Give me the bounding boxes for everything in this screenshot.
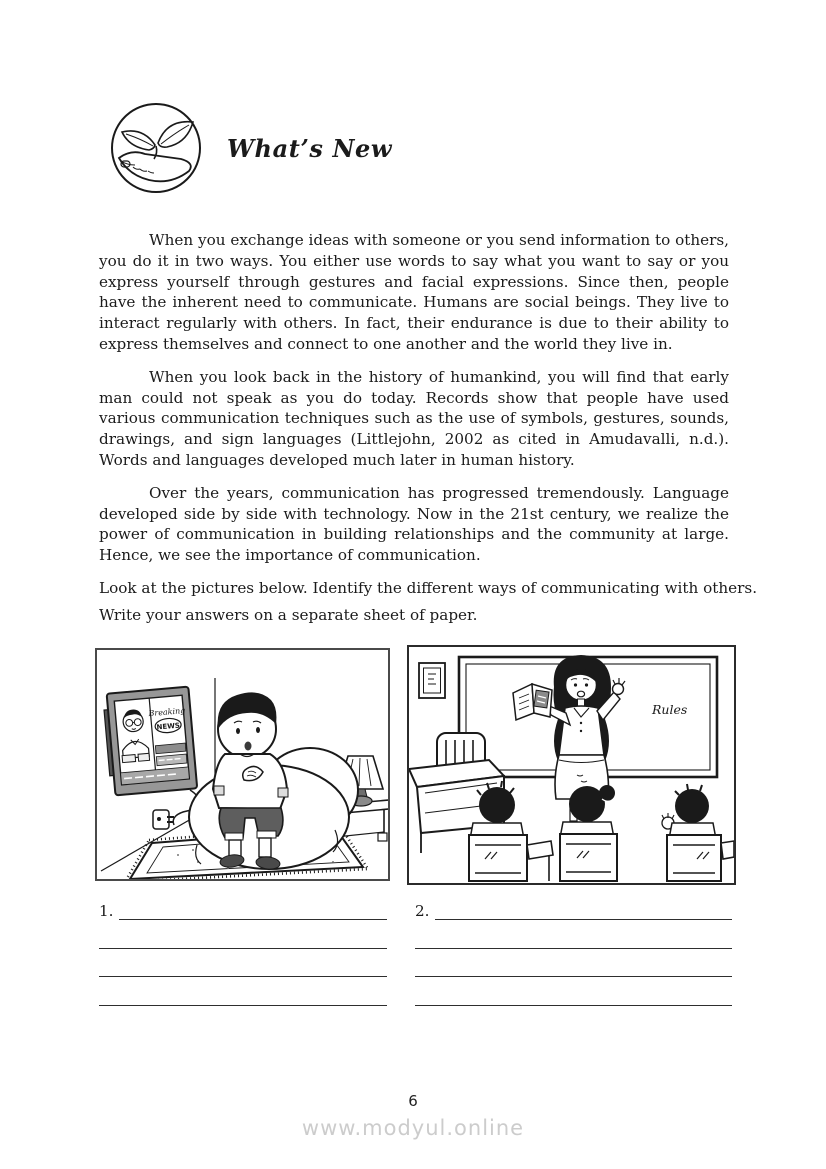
instruction-line-2: Write your answers on a separate sheet of paper. (99, 605, 478, 624)
answer-line (119, 902, 388, 920)
page-number: 6 (408, 1092, 418, 1110)
wall-picture-icon (419, 663, 445, 698)
student-icon (469, 781, 553, 881)
body-text (99, 230, 758, 626)
wall-outlet-icon (153, 810, 169, 829)
page-title: What’s New (227, 134, 393, 163)
student-icon (662, 784, 734, 881)
paragraph-1: When you exchange ideas with someone or you send information to others, you do it in two ways. You either use words to say what you want to say or you express yourself through gestures and facial expressions. Since then, people have the inherent need to communicate. Humans are social beings. They live to interact regularly with others. In fact, their endurance is due to their ability to express themselves and connect to one another and the world they live in. (99, 231, 729, 353)
answer-line (99, 920, 387, 949)
paragraph-3: Over the years, communication has progressed tremendously. Language developed side by side with technology. Now in the 21st century, we realize the power of communication in building relationships and the community at large. Hence, we see the importance of communication. (99, 483, 729, 565)
paragraph-2: When you look back in the history of humankind, you will find that early man could not speak as you do today. Records show that people have used various communication techniques such as the use of symbols, gestures, sounds, drawings, and sign languages (Littlejohn, 2002 as cited in Amudavalli, n.d.). Words and languages developed much later in human history. (99, 367, 729, 469)
watermark-url: www.modyul.online (301, 1116, 525, 1140)
answer-blank-2 (415, 901, 732, 1006)
answer-line (415, 977, 732, 1006)
answer-line (99, 977, 387, 1006)
answer-number: 2. (415, 902, 430, 920)
answer-line (415, 920, 732, 949)
instruction-line-1: Look at the pictures below. Identify the different ways of communicating with others. (99, 578, 758, 597)
tv-icon (103, 687, 198, 796)
answer-blank-1 (99, 901, 387, 1006)
board-text-rules: Rules (652, 702, 688, 717)
tv-text-breaking: Breaking (148, 705, 186, 719)
figure-teacher-classroom (407, 645, 736, 885)
figure-boy-watching-tv (95, 648, 390, 881)
answer-line (415, 949, 732, 978)
answer-number: 1. (99, 902, 114, 920)
tv-text-news: NEWS (156, 721, 181, 732)
answer-line (435, 902, 733, 920)
hand-holding-plant-icon (109, 101, 203, 195)
answer-line (99, 949, 387, 978)
